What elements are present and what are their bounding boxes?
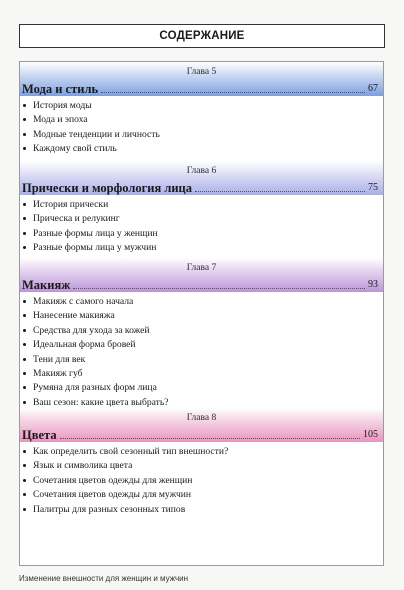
list-item[interactable] <box>20 227 383 241</box>
list-item-label: Макияж губ <box>33 368 83 380</box>
list-item-label: Модные тенденции и личность <box>33 128 160 140</box>
list-item[interactable] <box>20 474 383 488</box>
chapter-7-section <box>20 258 383 410</box>
table-of-contents <box>19 61 384 566</box>
page-footer: Изменение внешности для женщин и мужчин <box>19 574 189 583</box>
list-item[interactable] <box>20 381 383 395</box>
page-number: 105 <box>363 429 378 440</box>
chapter-title: Прически и морфология лица <box>22 181 193 195</box>
bullet-icon <box>23 329 26 332</box>
chapter-6-entry[interactable] <box>22 179 378 195</box>
list-item-label: Тени для век <box>33 353 86 365</box>
list-item-label: Как определить свой сезонный тип внешности? <box>33 446 229 457</box>
bullet-icon <box>23 217 26 220</box>
list-item[interactable] <box>20 113 383 127</box>
bullet-icon <box>23 203 26 206</box>
chapter-6-header <box>20 161 383 195</box>
list-item-label: Разные формы лица у женщин <box>33 227 158 239</box>
list-item[interactable] <box>20 459 383 473</box>
list-item-label: Ваш сезон: какие цвета выбрать? <box>33 396 169 408</box>
chapter-5-items <box>20 96 383 157</box>
list-item[interactable] <box>20 445 383 459</box>
list-item-label: Мода и эпоха <box>33 114 88 126</box>
chapter-7-items <box>20 292 383 410</box>
page-number: 75 <box>368 182 378 193</box>
chapter-5-entry[interactable] <box>22 80 378 96</box>
chapter-label: Глава 6 <box>186 166 217 176</box>
list-item[interactable] <box>20 212 383 226</box>
chapter-6-section <box>20 161 383 256</box>
list-item[interactable] <box>20 367 383 381</box>
chapter-7-entry[interactable] <box>22 276 378 292</box>
chapter-6-items <box>20 195 383 256</box>
dot-leader <box>60 437 360 439</box>
bullet-icon <box>23 147 26 150</box>
list-item[interactable] <box>20 353 383 367</box>
list-item-label: Палитры для разных сезонных типов <box>33 503 186 515</box>
chapter-8-section <box>20 408 383 517</box>
bullet-icon <box>23 104 26 107</box>
bullet-icon <box>23 314 26 317</box>
chapter-title: Мода и стиль <box>22 82 99 96</box>
bullet-icon <box>23 358 26 361</box>
list-item[interactable] <box>20 488 383 502</box>
list-item[interactable] <box>20 309 383 323</box>
bullet-icon <box>23 464 26 467</box>
chapter-title: Цвета <box>22 428 57 442</box>
list-item-label: Средства для ухода за кожей <box>33 324 150 336</box>
bullet-icon <box>23 300 26 303</box>
list-item-label: История моды <box>33 100 92 111</box>
bullet-icon <box>23 343 26 346</box>
chapter-7-header <box>20 258 383 292</box>
bullet-icon <box>23 450 26 453</box>
dot-leader <box>101 91 365 93</box>
list-item-label: Нанесение макияжа <box>33 310 115 322</box>
list-item-label: Язык и символика цвета <box>33 460 133 472</box>
dot-leader <box>195 190 365 192</box>
chapter-8-header <box>20 408 383 442</box>
chapter-label: Глава 8 <box>186 413 217 423</box>
chapter-8-entry[interactable] <box>22 426 378 442</box>
bullet-icon <box>23 493 26 496</box>
dot-leader <box>73 287 365 289</box>
list-item[interactable] <box>20 338 383 352</box>
list-item-label: История прически <box>33 199 109 210</box>
bullet-icon <box>23 118 26 121</box>
list-item[interactable] <box>20 503 383 517</box>
bullet-icon <box>23 232 26 235</box>
page-title: СОДЕРЖАНИЕ <box>159 30 245 42</box>
list-item-label: Румяна для разных форм лица <box>33 382 157 394</box>
chapter-5-section <box>20 62 383 157</box>
list-item-label: Сочетания цветов одежды для мужчин <box>33 489 192 501</box>
chapter-8-items <box>20 442 383 517</box>
page-number: 93 <box>368 279 378 290</box>
chapter-title: Макияж <box>22 278 71 292</box>
list-item-label: Идеальная форма бровей <box>33 339 136 351</box>
bullet-icon <box>23 508 26 511</box>
chapter-5-header <box>20 62 383 96</box>
list-item-label: Разные формы лица у мужчин <box>33 242 157 254</box>
bullet-icon <box>23 401 26 404</box>
bullet-icon <box>23 479 26 482</box>
page-number: 67 <box>368 83 378 94</box>
list-item[interactable] <box>20 295 383 309</box>
list-item-label: Макияж с самого начала <box>33 296 134 307</box>
bullet-icon <box>23 386 26 389</box>
bullet-icon <box>23 133 26 136</box>
chapter-label: Глава 5 <box>186 67 217 77</box>
contents-title-box <box>19 24 385 48</box>
bullet-icon <box>23 372 26 375</box>
list-item[interactable] <box>20 99 383 113</box>
list-item[interactable] <box>20 198 383 212</box>
list-item-label: Прическа и релукинг <box>33 213 120 225</box>
bullet-icon <box>23 246 26 249</box>
list-item-label: Каждому свой стиль <box>33 143 117 155</box>
chapter-label: Глава 7 <box>186 263 217 273</box>
list-item[interactable] <box>20 324 383 338</box>
list-item[interactable] <box>20 142 383 156</box>
list-item[interactable] <box>20 241 383 255</box>
list-item-label: Сочетания цветов одежды для женщин <box>33 474 193 486</box>
list-item[interactable] <box>20 128 383 142</box>
